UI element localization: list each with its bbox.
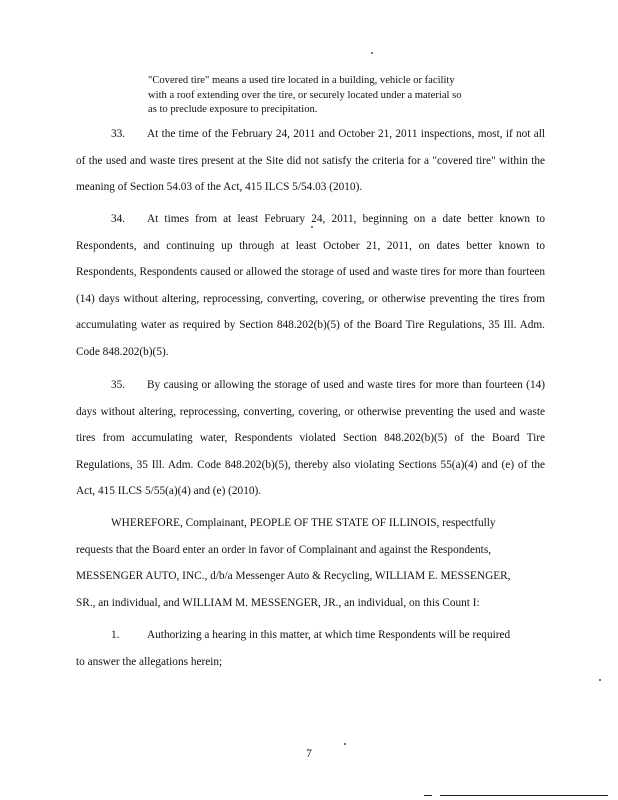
relief-item-text: Authorizing a hearing in this matter, at which time Respondents will be required	[147, 629, 511, 641]
quote-line: as to preclude exposure to precipitation.	[148, 104, 318, 115]
relief-item-line	[76, 622, 545, 649]
paragraph-text: At the time of the February 24, 2011 and October 21, 2011 inspections, most, if not all of the used and waste tires present at the Site did not satisfy the criteria for a "covered tire" within the meaning of Section 54.03 of the Act, 415 ILCS 5/54.03 (2010).	[76, 128, 545, 193]
relief-item-line: to answer the allegations herein;	[76, 655, 223, 668]
relief-item-number: 1.	[111, 629, 120, 641]
footer-rule	[440, 795, 608, 796]
paragraph-text: By causing or allowing the storage of used and waste tires for more than fourteen (14) days without altering, reprocessing, converting, covering, or otherwise preventing the used and waste tires from accumulating water, Respondents violated Section 848.202(b)(5) of the Board Tire Regulations, 35 Ill. Adm. Code 848.202(b)(5), thereby also violating Sections 55(a)(4) and (e) of the Act, 415 ILCS 5/55(a)(4) and (e) (2010).	[76, 379, 545, 497]
paragraph-text: At times from at least February 24, 2011, beginning on a date better known to Respondents, and continuing up through at least October 21, 2011, on dates better known to Respondents, Respondents caused or allowed the storage of used and waste tires for more than fourteen (14) days without altering, reprocessing, converting, covering, or otherwise preventing the tires from accumulating water as required by Section 848.202(b)(5) of the Board Tire Regulations, 35 Ill. Adm. Code 848.202(b)(5).	[76, 213, 545, 358]
relief-item-1	[76, 622, 545, 675]
paragraph-33	[76, 121, 545, 201]
paragraph-number: 33.	[111, 128, 126, 140]
wherefore-line: MESSENGER AUTO, INC., d/b/a Messenger Auto & Recycling, WILLIAM E. MESSENGER,	[76, 570, 511, 582]
scan-speck	[599, 679, 601, 681]
scan-speck	[371, 52, 373, 54]
page-number: 7	[306, 748, 312, 760]
quoted-definition	[148, 74, 528, 118]
paragraph-number: 35.	[111, 379, 126, 391]
paragraph-35	[76, 372, 545, 505]
paragraph-number: 34.	[111, 213, 126, 225]
footer-rule-dash	[424, 795, 432, 796]
wherefore-line: WHEREFORE, Complainant, PEOPLE OF THE STATE OF ILLINOIS, respectfully	[111, 517, 496, 529]
paragraph-34	[76, 206, 545, 365]
quote-line: "Covered tire" means a used tire located in a building, vehicle or facility	[148, 75, 455, 86]
wherefore-line: SR., an individual, and WILLIAM M. MESSENGER, JR., an individual, on this Count I:	[76, 596, 480, 609]
quote-line: with a roof extending over the tire, or securely located under a material so	[148, 89, 462, 101]
scan-speck	[344, 743, 346, 745]
wherefore-line: requests that the Board enter an order in favor of Complainant and against the Respondents,	[76, 543, 492, 556]
wherefore-clause	[76, 510, 545, 616]
